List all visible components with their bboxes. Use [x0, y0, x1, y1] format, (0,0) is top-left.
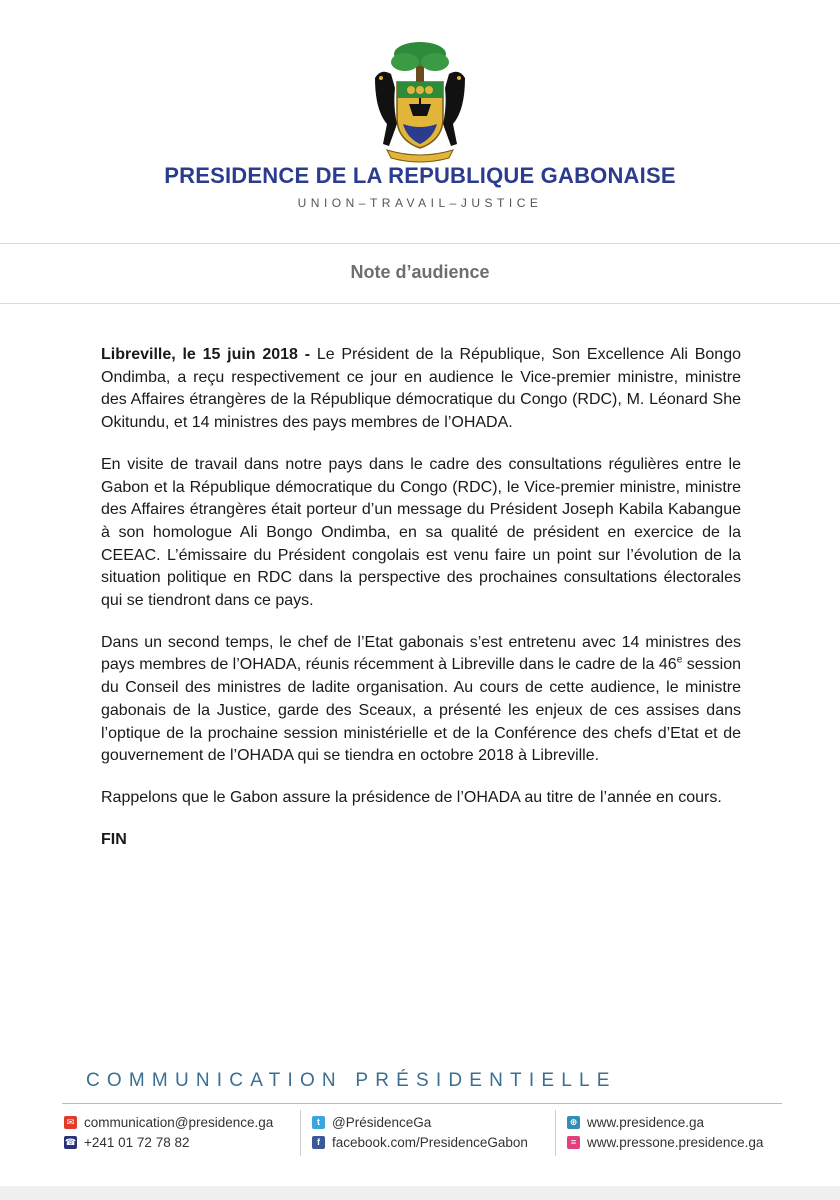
- footer-website-row: [567, 1112, 763, 1132]
- header-divider: [0, 243, 840, 244]
- footer-web-column: [567, 1112, 763, 1152]
- footer-phone-row: [64, 1132, 273, 1152]
- paragraph-3-text-a: Dans un second temps, le chef de l’Etat gabonais s’est entretenu avec 14 ministres des pays membres de l’OHADA, réunis récemment à Libreville dans le cadre de la 46: [101, 633, 741, 674]
- paragraph-3-text-b: session du Conseil des ministres de ladite organisation. Au cours de cette audience, le ministre gabonais de la Justice, garde des Sceaux, a présenté les enjeux de ces assises dans l’optique de la prochaine session ministérielle et de la Conférence des chefs d’Etat et de gouvernement de l’OHADA qui se tiendra en octobre 2018 à Libreville.: [101, 656, 742, 765]
- footer-separator: [300, 1110, 301, 1156]
- dateline: Libreville, le 15 juin 2018 -: [101, 346, 311, 363]
- twitter-icon: t: [312, 1116, 325, 1129]
- gabon-coat-of-arms-icon: [357, 38, 483, 164]
- footer-title: COMMUNICATION PRÉSIDENTIELLE: [86, 1070, 617, 1091]
- phone-icon: ☎: [64, 1136, 77, 1147]
- footer-separator: [555, 1110, 556, 1156]
- paragraph-1: [101, 344, 741, 435]
- footer-website[interactable]: www.presidence.ga: [587, 1114, 705, 1130]
- paragraph-1-text: Le Président de la République, Son Excellence Ali Bongo Ondimba, a reçu respectivement ce jour en audience le Vice-premier ministre, ministre des Affaires étrangères de la République démocratique du Congo (RDC), M. Léonard She Okitundu, et 14 ministres des pays membres de l’OHADA.: [101, 346, 742, 432]
- footer-phone[interactable]: +241 01 72 78 82: [84, 1134, 190, 1150]
- globe-icon: ⊕: [567, 1116, 580, 1129]
- footer-social-column: [312, 1112, 528, 1152]
- footer-pressone[interactable]: www.pressone.presidence.ga: [587, 1134, 764, 1150]
- paragraph-3: [101, 632, 741, 768]
- org-title: PRESIDENCE DE LA REPUBLIQUE GABONAISE: [164, 163, 676, 188]
- footer-divider: [62, 1103, 782, 1104]
- page-bottom-strip: [0, 1186, 840, 1200]
- paragraph-2: En visite de travail dans notre pays dans le cadre des consultations régulières entre le Gabon et la République démocratique du Congo (RDC), le Vice-premier ministre, ministre des Affaires étrangères était porteur d’un message du Président Joseph Kabila Kabangue à son homologue Ali Bongo Ondimba, en sa qualité de président en exercice de la CEEAC. L’émissaire du Président congolais est venu faire un point sur l’évolution de la situation politique en RDC dans la perspective des prochaines consultations électorales qui se tiendront dans ce pays.: [101, 455, 741, 610]
- end-marker: FIN: [101, 830, 127, 848]
- motto: UNION–TRAVAIL–JUSTICE: [297, 196, 543, 210]
- footer-email-row: [64, 1112, 273, 1132]
- footer-twitter-row: [312, 1112, 528, 1132]
- footer-email[interactable]: communication@presidence.ga: [84, 1114, 274, 1130]
- news-icon: ≡: [567, 1136, 580, 1149]
- footer-twitter[interactable]: @PrésidenceGa: [332, 1114, 432, 1130]
- title-divider: [0, 303, 840, 304]
- document-type-title: Note d’audience: [350, 262, 490, 282]
- facebook-icon: f: [312, 1136, 325, 1149]
- ordinal-superscript: e: [676, 655, 683, 667]
- paragraph-4: Rappelons que le Gabon assure la présidence de l’OHADA au titre de l’année en cours.: [101, 788, 722, 806]
- footer-contact-column: [64, 1112, 273, 1152]
- footer-pressone-row: [567, 1132, 763, 1152]
- mail-icon: ✉: [64, 1116, 77, 1129]
- footer-facebook-row: [312, 1132, 528, 1152]
- footer-facebook[interactable]: facebook.com/PresidenceGabon: [332, 1134, 528, 1150]
- press-note-body: [101, 344, 741, 851]
